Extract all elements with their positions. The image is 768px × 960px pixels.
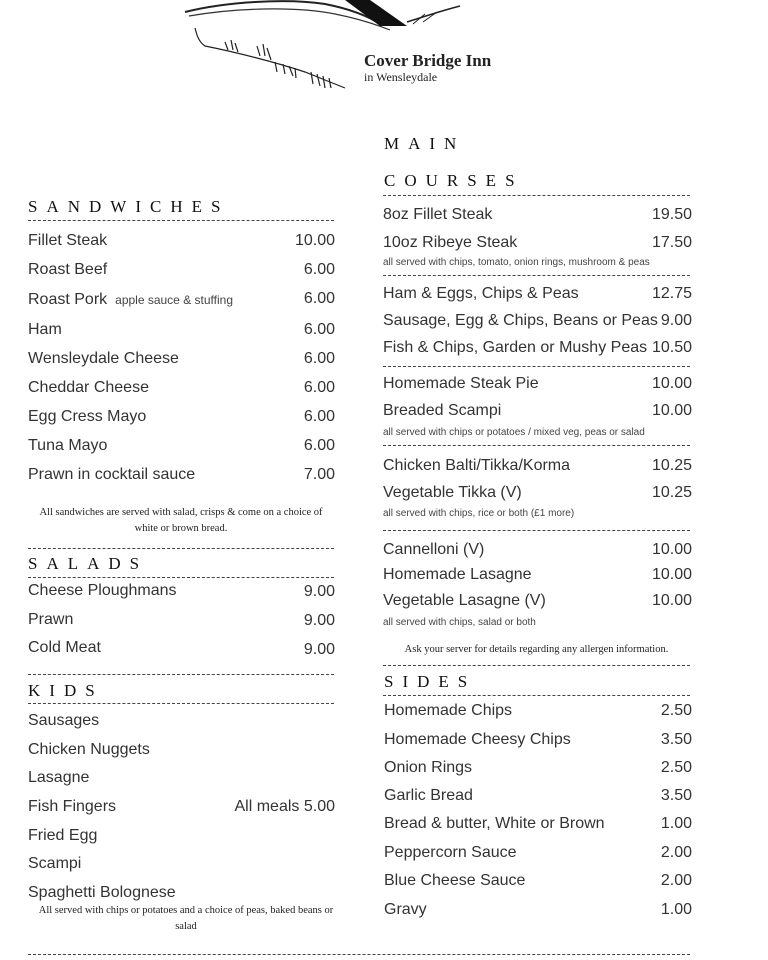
mains-heading-line2: COURSES — [384, 171, 524, 190]
menu-price: 10.00 — [651, 541, 692, 558]
menu-price: 9.00 — [303, 641, 335, 658]
menu-item: Chicken Nuggets — [28, 741, 150, 758]
menu-item: Homemade Chips — [384, 702, 513, 719]
menu-price: 10.00 — [651, 375, 692, 392]
menu-price: 10.00 — [651, 402, 692, 419]
menu-item: Spaghetti Bolognese — [28, 884, 176, 901]
menu-item: Fish Fingers — [28, 798, 117, 815]
menu-item: Roast Beef — [28, 261, 108, 278]
divider — [383, 445, 690, 446]
menu-item: Bread & butter, White or Brown — [384, 815, 605, 832]
menu-price: 6.00 — [303, 408, 335, 425]
divider — [383, 530, 690, 531]
menu-price: 10.00 — [294, 232, 335, 249]
menu-price: 9.00 — [660, 312, 692, 329]
mains-heading-line1: MAIN — [384, 134, 466, 153]
sides-heading: SIDES — [384, 672, 477, 691]
allergen-note: Ask your server for details regarding any allergen information. — [404, 644, 669, 655]
menu-price: 2.50 — [660, 702, 692, 719]
mains-note: all served with chips, salad or both — [383, 617, 536, 628]
mains-note: all served with chips or potatoes / mixed veg, peas or salad — [383, 427, 645, 438]
menu-price: 2.50 — [660, 759, 692, 776]
menu-item: Garlic Bread — [384, 787, 473, 804]
menu-item: Fillet Steak — [28, 232, 108, 249]
mains-note: all served with chips, tomato, onion rings, mushroom & peas — [383, 257, 650, 268]
salads-heading: SALADS — [28, 554, 149, 573]
menu-item: Homemade Cheesy Chips — [384, 731, 571, 748]
menu-item: Scampi — [28, 855, 82, 872]
divider — [28, 220, 334, 221]
menu-item: Vegetable Tikka (V) — [383, 484, 522, 501]
sandwiches-note: All sandwiches are served with salad, crisps & come on a choice of white or brown bread. — [39, 507, 323, 534]
menu-price: 7.00 — [303, 466, 335, 483]
menu-item: 8oz Fillet Steak — [383, 206, 493, 223]
divider — [383, 366, 690, 367]
menu-price: 10.00 — [651, 592, 692, 609]
menu-item: Peppercorn Sauce — [384, 844, 517, 861]
menu-item-name: Roast Pork — [28, 291, 108, 308]
menu-price: 1.00 — [660, 901, 692, 918]
menu-price: 10.25 — [651, 484, 692, 501]
divider — [383, 195, 690, 196]
menu-item: Onion Rings — [384, 759, 473, 776]
menu-price: 6.00 — [303, 350, 335, 367]
footer-divider — [28, 954, 690, 955]
menu-price: 9.00 — [303, 612, 335, 629]
inn-location: in Wensleydale — [364, 70, 438, 84]
menu-item: Cold Meat — [28, 639, 101, 656]
menu-item: Homemade Steak Pie — [383, 375, 539, 392]
menu-item: Prawn in cocktail sauce — [28, 466, 196, 483]
menu-price: 9.00 — [303, 583, 335, 600]
sandwiches-heading: SANDWICHES — [28, 197, 230, 216]
menu-price: 10.50 — [651, 339, 692, 356]
menu-price: 10.00 — [651, 566, 692, 583]
menu-item: Vegetable Lasagne (V) — [383, 592, 546, 609]
menu-price: 6.00 — [303, 290, 335, 307]
menu-item: Prawn — [28, 611, 74, 628]
menu-item: Sausages — [28, 712, 100, 729]
menu-price: 6.00 — [303, 437, 335, 454]
divider — [383, 275, 690, 276]
menu-price: 3.50 — [660, 787, 692, 804]
divider — [383, 695, 690, 696]
menu-item: Ham — [28, 321, 62, 338]
menu-item: Homemade Lasagne — [383, 566, 532, 583]
menu-price: 2.00 — [660, 844, 692, 861]
kids-heading: KIDS — [28, 681, 104, 700]
menu-price: 6.00 — [303, 321, 335, 338]
mains-note: all served with chips, rice or both (£1 more) — [383, 508, 575, 519]
menu-item — [28, 291, 233, 309]
menu-price: 17.50 — [651, 234, 692, 251]
menu-item: Blue Cheese Sauce — [384, 872, 526, 889]
kids-price: All meals 5.00 — [234, 798, 335, 815]
menu-item: 10oz Ribeye Steak — [383, 234, 518, 251]
menu-item: Cheddar Cheese — [28, 379, 149, 396]
menu-price: 6.00 — [303, 261, 335, 278]
menu-price: 19.50 — [651, 206, 692, 223]
menu-item: Sausage, Egg & Chips, Beans or Peas — [383, 312, 658, 329]
menu-price: 10.25 — [651, 457, 692, 474]
menu-item: Tuna Mayo — [28, 437, 108, 454]
menu-price: 6.00 — [303, 379, 335, 396]
menu-item: Cannelloni (V) — [383, 541, 485, 558]
menu-item: Wensleydale Cheese — [28, 350, 179, 367]
menu-item: Breaded Scampi — [383, 402, 502, 419]
menu-price: 3.50 — [660, 731, 692, 748]
kids-note: All served with chips or potatoes and a choice of peas, baked beans or salad — [38, 905, 334, 932]
menu-item: Ham & Eggs, Chips & Peas — [383, 285, 579, 302]
divider — [28, 703, 334, 704]
menu-item: Chicken Balti/Tikka/Korma — [383, 457, 571, 474]
divider — [383, 665, 690, 666]
menu-item: Cheese Ploughmans — [28, 582, 177, 599]
divider — [28, 577, 334, 578]
divider — [28, 674, 334, 675]
menu-item: Lasagne — [28, 769, 90, 786]
divider — [28, 548, 334, 549]
menu-item: Fried Egg — [28, 827, 98, 844]
menu-item: Fish & Chips, Garden or Mushy Peas — [383, 339, 648, 356]
menu-price: 12.75 — [651, 285, 692, 302]
menu-item-extra: apple sauce & stuffing — [115, 293, 234, 307]
menu-item: Gravy — [384, 901, 427, 918]
menu-price: 2.00 — [660, 872, 692, 889]
inn-name: Cover Bridge Inn — [364, 51, 492, 70]
menu-price: 1.00 — [660, 815, 692, 832]
menu-item: Egg Cress Mayo — [28, 408, 147, 425]
